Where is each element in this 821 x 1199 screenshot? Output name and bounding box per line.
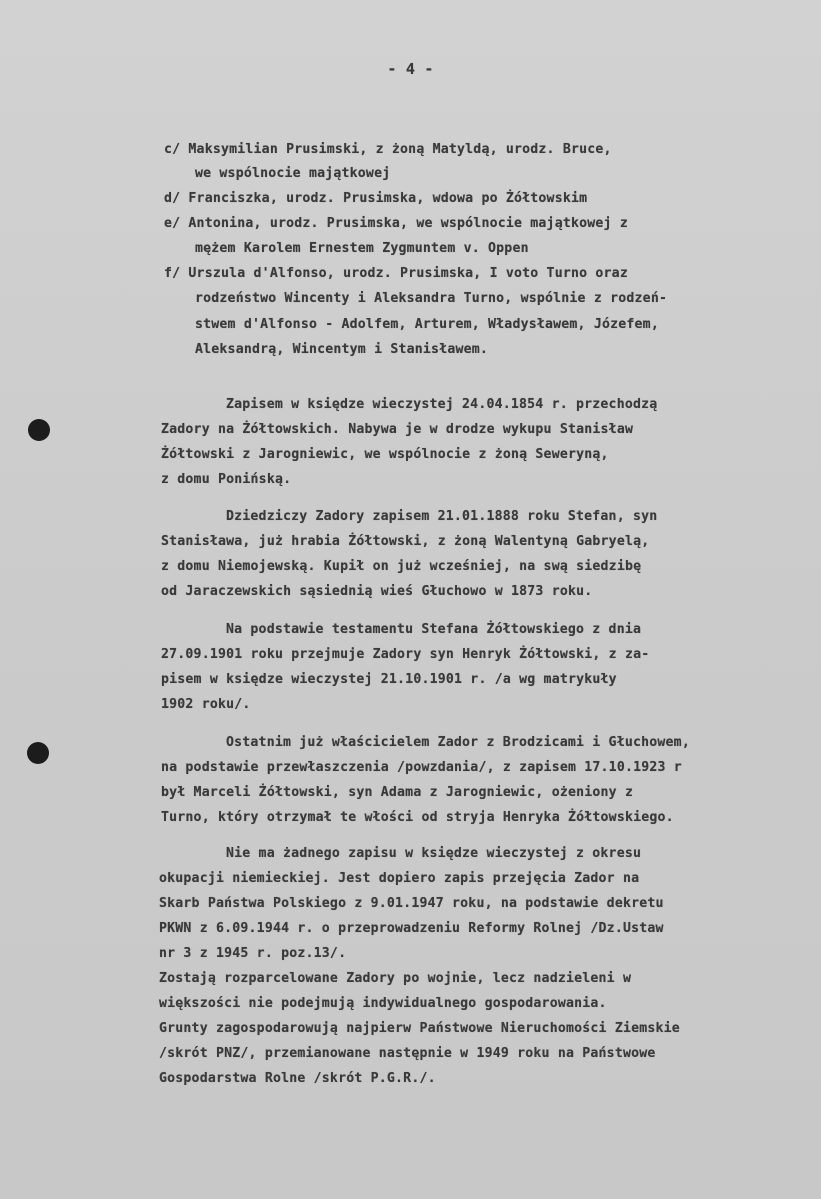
list-item-e-line-2: mężem Karolem Ernestem Zygmuntem v. Oppen <box>195 241 529 256</box>
paragraph-2-line-2: Stanisława, już hrabia Żółtowski, z żoną Walentyną Gabryelą, <box>161 534 650 549</box>
paragraph-3-line-3: pisem w księdze wieczystej 21.10.1901 r. /a wg matrykuły <box>161 672 617 687</box>
list-item-f-line-4: Aleksandrą, Wincentym i Stanisławem. <box>195 342 489 357</box>
paragraph-1-line-3: Żółtowski z Jarogniewic, we wspólnocie z żoną Seweryną, <box>161 447 609 462</box>
paragraph-5-line-2: okupacji niemieckiej. Jest dopiero zapis przejęcia Zador na <box>159 871 640 886</box>
paragraph-3-line-1: Na podstawie testamentu Stefana Żółtowskiego z dnia <box>226 622 642 637</box>
list-item-f-line-3: stwem d'Alfonso - Adolfem, Arturem, Władysławem, Józefem, <box>195 317 659 332</box>
paragraph-5-line-8: Grunty zagospodarowują najpierw Państwowe Nieruchomości Ziemskie <box>159 1021 680 1036</box>
paragraph-2-line-3: z domu Niemojewską. Kupił on już wcześniej, na swą siedzibę <box>161 559 642 574</box>
paragraph-1-line-2: Zadory na Żółtowskich. Nabywa je w drodze wykupu Stanisław <box>161 422 634 437</box>
paragraph-4-line-3: był Marceli Żółtowski, syn Adama z Jarogniewic, ożeniony z <box>161 785 634 800</box>
paragraph-1-line-1: Zapisem w księdze wieczystej 24.04.1854 r. przechodzą <box>226 397 658 412</box>
paragraph-1-line-4: z domu Ponińską. <box>161 472 292 487</box>
list-item-c-line-2: we wspólnocie majątkowej <box>195 166 391 181</box>
page-number: - 4 - <box>387 60 434 78</box>
list-item-f-line-1: f/ Urszula d'Alfonso, urodz. Prusimska, I voto Turno oraz <box>164 266 628 281</box>
list-item-d-line-1: d/ Franciszka, urodz. Prusimska, wdowa po Żółtowskim <box>164 191 588 206</box>
paragraph-5-line-1: Nie ma żadnego zapisu w księdze wieczystej z okresu <box>226 846 642 861</box>
paragraph-5-line-7: większości nie podejmują indywidualnego gospodarowania. <box>159 996 607 1011</box>
paragraph-3-line-2: 27.09.1901 roku przejmuje Zadory syn Henryk Żółtowski, z za- <box>161 647 650 662</box>
list-item-e-line-1: e/ Antonina, urodz. Prusimska, we wspólnocie majątkowej z <box>164 216 628 231</box>
paragraph-4-line-4: Turno, który otrzymał te włości od stryja Henryka Żółtowskiego. <box>161 810 674 825</box>
paragraph-5-line-5: nr 3 z 1945 r. poz.13/. <box>159 946 347 961</box>
punch-hole-top <box>28 419 50 441</box>
paragraph-5-line-6: Zostają rozparcelowane Zadory po wojnie, lecz nadzieleni w <box>159 971 632 986</box>
list-item-c-line-1: c/ Maksymilian Prusimski, z żoną Matyldą, urodz. Bruce, <box>164 142 612 157</box>
paragraph-5-line-10: Gospodarstwa Rolne /skrót P.G.R./. <box>159 1071 436 1086</box>
paragraph-4-line-1: Ostatnim już właścicielem Zador z Brodzicami i Głuchowem, <box>226 735 690 750</box>
paragraph-2-line-1: Dziedziczy Zadory zapisem 21.01.1888 roku Stefan, syn <box>226 509 658 524</box>
paragraph-4-line-2: na podstawie przewłaszczenia /powzdania/, z zapisem 17.10.1923 r <box>161 760 682 775</box>
paragraph-5-line-4: PKWN z 6.09.1944 r. o przeprowadzeniu Reformy Rolnej /Dz.Ustaw <box>159 921 664 936</box>
list-item-f-line-2: rodzeństwo Wincenty i Aleksandra Turno, wspólnie z rodzeń- <box>195 291 668 306</box>
punch-hole-bottom <box>27 742 49 764</box>
paragraph-2-line-4: od Jaraczewskich sąsiednią wieś Głuchowo w 1873 roku. <box>161 584 593 599</box>
paragraph-5-line-9: /skrót PNZ/, przemianowane następnie w 1949 roku na Państwowe <box>159 1046 656 1061</box>
paragraph-3-line-4: 1902 roku/. <box>161 697 251 712</box>
paragraph-5-line-3: Skarb Państwa Polskiego z 9.01.1947 roku, na podstawie dekretu <box>159 896 664 911</box>
